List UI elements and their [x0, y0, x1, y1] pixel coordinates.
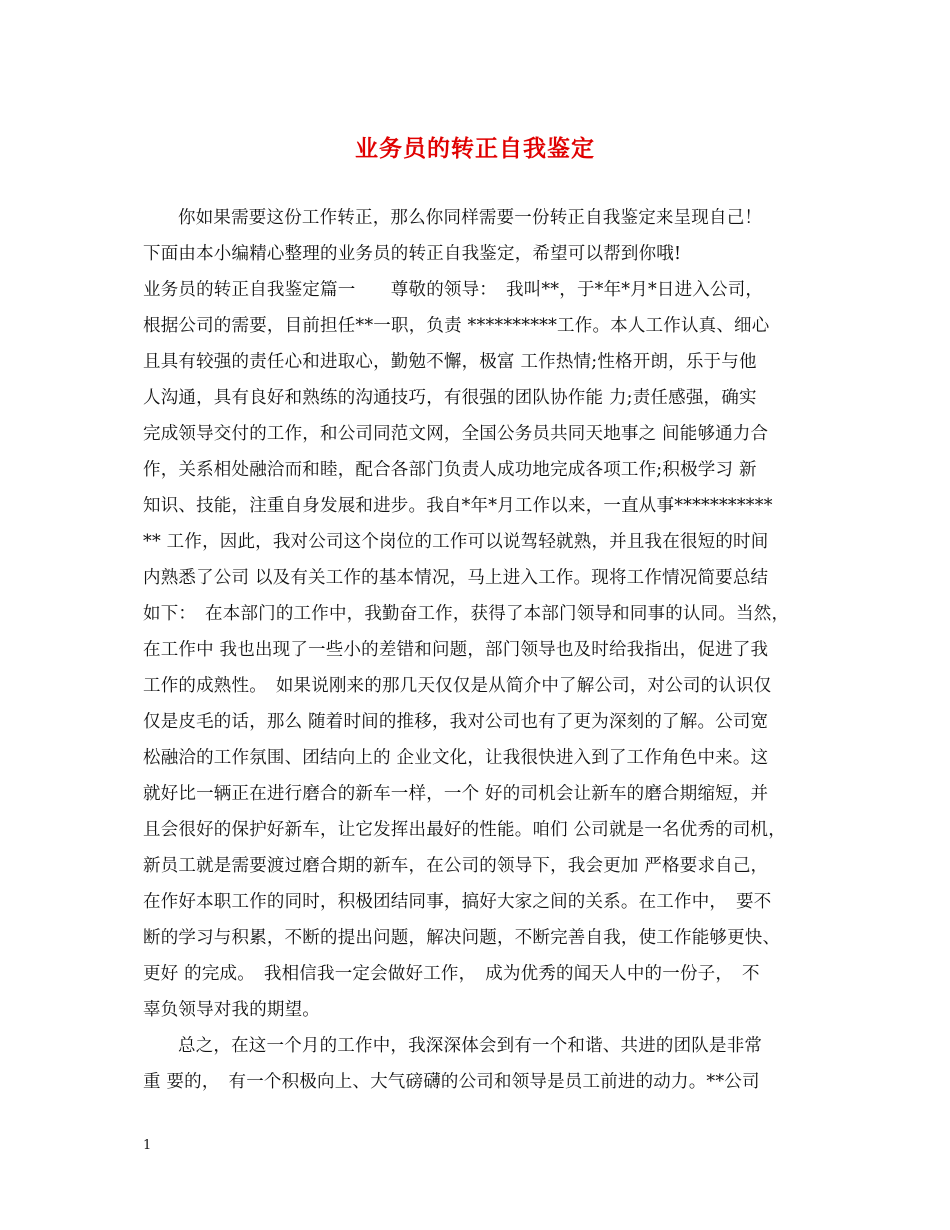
paragraph-line: 松融洽的工作氛围、团结向上的 企业文化，让我很快进入到了工作角色中来。这: [143, 748, 769, 768]
paragraph-line: 内熟悉了公司 以及有关工作的基本情况，马上进入工作。现将工作情况简要总结: [143, 568, 769, 588]
paragraph-line: 根据公司的需要，目前担任**一职，负责 **********工作。本人工作认真、细心: [143, 316, 770, 336]
paragraph-line: 新员工就是需要渡过磨合期的新车，在公司的领导下，我会更加 严格要求自己，: [143, 856, 769, 876]
paragraph-line: 仅是皮毛的话，那么 随着时间的推移，我对公司也有了更为深刻的了解。公司宽: [143, 712, 769, 732]
paragraph-line: 完成领导交付的工作，和公司同范文网，全国公务员共同天地事之 间能够通力合: [143, 424, 769, 444]
paragraph-line: ** 工作，因此，我对公司这个岗位的工作可以说驾轻就熟，并且我在很短的时间: [143, 532, 769, 552]
page-number: 1: [143, 1138, 152, 1153]
paragraph-line: 工作的成熟性。 如果说刚来的那几天仅仅是从简介中了解公司，对公司的认识仅: [143, 676, 772, 696]
paragraph-line: 就好比一辆正在进行磨合的新车一样，一个 好的司机会让新车的磨合期缩短，并: [143, 784, 769, 804]
paragraph-line: 辜负领导对我的期望。: [143, 1000, 320, 1020]
paragraph-line: 业务员的转正自我鉴定篇一 尊敬的领导： 我叫**，于*年*月*日进入公司，: [143, 280, 764, 300]
paragraph-line: 在作好本职工作的同时，积极团结同事，搞好大家之间的关系。在工作中， 要不: [143, 892, 772, 912]
paragraph-line: 知识、技能，注重自身发展和进步。我自*年*月工作以来，一直从事***********: [143, 496, 773, 516]
paragraph-line: 重 要的， 有一个积极向上、大气磅礴的公司和领导是员工前进的动力。**公司: [143, 1072, 760, 1092]
paragraph-line: 且具有较强的责任心和进取心，勤勉不懈，极富 工作热情;性格开朗，乐于与他: [143, 352, 757, 372]
paragraph-line: 在工作中 我也出现了一些小的差错和问题，部门领导也及时给我指出，促进了我: [143, 640, 769, 660]
document-title: 业务员的转正自我鉴定: [355, 136, 595, 162]
paragraph-line: 人沟通，具有良好和熟练的沟通技巧，有很强的团队协作能 力;责任感强，确实: [143, 388, 757, 408]
paragraph-line: 下面由本小编精心整理的业务员的转正自我鉴定，希望可以帮到你哦!: [143, 244, 682, 264]
paragraph-line: 你如果需要这份工作转正，那么你同样需要一份转正自我鉴定来呈现自己！: [178, 208, 763, 228]
paragraph-line: 作，关系相处融洽而和睦，配合各部门负责人成功地完成各项工作;积极学习 新: [143, 460, 757, 480]
paragraph-line: 更好 的完成。 我相信我一定会做好工作， 成为优秀的闻天人中的一份子， 不: [143, 964, 760, 984]
paragraph-line: 总之，在这一个月的工作中，我深深体会到有一个和谐、共进的团队是非常: [178, 1036, 763, 1056]
paragraph-line: 且会很好的保护好新车，让它发挥出最好的性能。咱们 公司就是一名优秀的司机，: [143, 820, 786, 840]
paragraph-line: 断的学习与积累，不断的提出问题，解决问题，不断完善自我，使工作能够更快、: [143, 928, 781, 948]
paragraph-line: 如下： 在本部门的工作中，我勤奋工作，获得了本部门领导和同事的认同。当然，: [143, 604, 790, 624]
